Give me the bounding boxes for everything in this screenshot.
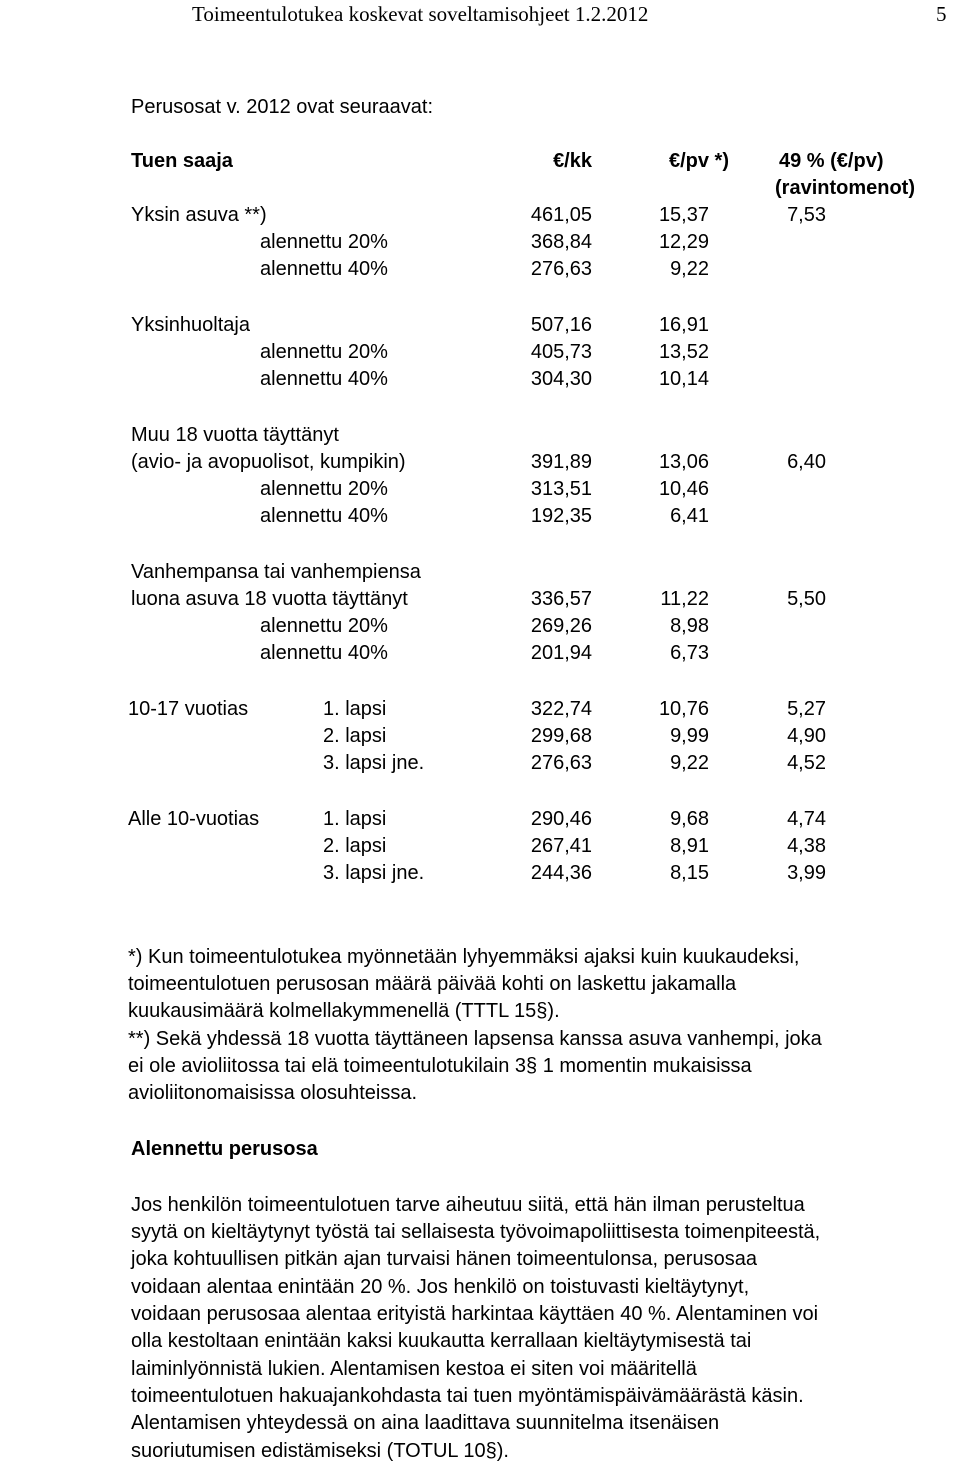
paragraph-line: Alentamisen yhteydessä on aina laadittava suunnitelma itsenäisen bbox=[131, 1412, 720, 1434]
document-header-title: Toimeentulotukea koskevat soveltamisohjeet 1.2.2012 bbox=[192, 2, 649, 26]
footnote-line: **) Sekä yhdessä 18 vuotta täyttäneen lapsensa kanssa asuva vanhempi, joka bbox=[128, 1028, 822, 1050]
cell-kk: 304,30 bbox=[530, 368, 592, 390]
page-number: 5 bbox=[936, 2, 947, 26]
paragraph-line: voidaan perusosaa alentaa erityistä harkintaa käyttäen 40 %. Alentaminen voi bbox=[131, 1303, 819, 1325]
footnote-line: *) Kun toimeentulotukea myönnetään lyhyemmäksi ajaksi kuin kuukaudeksi, bbox=[128, 946, 800, 968]
group-label: Yksinhuoltaja bbox=[131, 314, 250, 336]
cell-pv: 8,98 bbox=[670, 615, 709, 637]
cell-pv: 8,15 bbox=[670, 862, 709, 884]
cell-pv: 11,22 bbox=[660, 588, 709, 610]
cell-kk: 201,94 bbox=[530, 642, 592, 664]
cell-pv: 8,91 bbox=[670, 835, 709, 857]
group-label: Vanhempansa tai vanhempiensa bbox=[131, 561, 421, 583]
cell-pv: 12,29 bbox=[658, 231, 709, 253]
paragraph-line: olla kestoltaan enintään kaksi kuukautta kerrallaan kieltäytymisestä tai bbox=[131, 1330, 752, 1352]
row-label: alennettu 40% bbox=[260, 505, 388, 527]
paragraph-line: voidaan alentaa enintään 20 %. Jos henkilö on toistuvasti kieltäytynyt, bbox=[131, 1276, 750, 1298]
cell-food: 5,50 bbox=[787, 588, 826, 610]
child-label: 3. lapsi jne. bbox=[323, 752, 425, 774]
cell-kk: 336,57 bbox=[530, 588, 592, 610]
footnote-line: kuukausimäärä kolmellakymmenellä (TTTL 15§). bbox=[128, 1000, 560, 1022]
row-label: alennettu 20% bbox=[260, 341, 388, 363]
cell-pv: 10,14 bbox=[658, 368, 709, 390]
cell-kk: 267,41 bbox=[530, 835, 592, 857]
group-label: (avio- ja avopuolisot, kumpikin) bbox=[131, 451, 406, 473]
cell-pv: 13,06 bbox=[658, 451, 709, 473]
cell-food: 6,40 bbox=[787, 451, 826, 473]
child-label: 2. lapsi bbox=[323, 725, 387, 747]
child-label: 2. lapsi bbox=[323, 835, 387, 857]
header-per-month: €/kk bbox=[553, 150, 592, 172]
cell-food: 4,38 bbox=[787, 835, 826, 857]
cell-kk: 368,84 bbox=[530, 231, 592, 253]
cell-food: 4,52 bbox=[787, 752, 826, 774]
child-label: 1. lapsi bbox=[323, 808, 387, 830]
footnote-line: toimeentulotuen perusosan määrä päivää kohti on laskettu jakamalla bbox=[128, 973, 737, 995]
cell-pv: 9,22 bbox=[670, 752, 709, 774]
cell-kk: 322,74 bbox=[530, 698, 592, 720]
cell-kk: 276,63 bbox=[530, 258, 592, 280]
group-label: luona asuva 18 vuotta täyttänyt bbox=[131, 588, 408, 610]
cell-kk: 313,51 bbox=[530, 478, 592, 500]
cell-kk: 244,36 bbox=[530, 862, 592, 884]
group-label: Muu 18 vuotta täyttänyt bbox=[131, 424, 339, 446]
cell-kk: 391,89 bbox=[530, 451, 592, 473]
cell-food: 4,90 bbox=[787, 725, 826, 747]
footnote-line: avioliitonomaisissa olosuhteissa. bbox=[128, 1082, 418, 1104]
header-food-share: 49 % (€/pv) bbox=[779, 150, 884, 172]
cell-kk: 269,26 bbox=[530, 615, 592, 637]
row-label: alennettu 40% bbox=[260, 368, 388, 390]
cell-pv: 6,41 bbox=[670, 505, 709, 527]
cell-food: 3,99 bbox=[787, 862, 826, 884]
cell-pv: 13,52 bbox=[658, 341, 709, 363]
kids-group-label: 10-17 vuotias bbox=[128, 698, 249, 720]
cell-pv: 10,46 bbox=[658, 478, 709, 500]
child-label: 1. lapsi bbox=[323, 698, 387, 720]
cell-kk: 507,16 bbox=[530, 314, 592, 336]
cell-food: 5,27 bbox=[787, 698, 826, 720]
cell-kk: 192,35 bbox=[530, 505, 592, 527]
kids-group-label: Alle 10-vuotias bbox=[128, 808, 260, 830]
cell-kk: 405,73 bbox=[530, 341, 592, 363]
row-label: alennettu 40% bbox=[260, 642, 388, 664]
paragraph-line: joka kohtuullisen pitkän ajan turvaisi hänen toimeentulonsa, perusosaa bbox=[131, 1248, 757, 1270]
paragraph-line: laiminlyönnistä lukien. Alentamisen kestoa ei siten voi määritellä bbox=[131, 1358, 697, 1380]
footnote-line: ei ole avioliitossa tai elä toimeentulotukilain 3§ 1 momentin mukaisissa bbox=[128, 1055, 752, 1077]
row-label: alennettu 20% bbox=[260, 478, 388, 500]
cell-kk: 276,63 bbox=[530, 752, 592, 774]
cell-kk: 299,68 bbox=[530, 725, 592, 747]
row-label: alennettu 20% bbox=[260, 231, 388, 253]
cell-pv: 9,68 bbox=[670, 808, 709, 830]
cell-kk: 290,46 bbox=[530, 808, 592, 830]
child-label: 3. lapsi jne. bbox=[323, 862, 425, 884]
cell-pv: 15,37 bbox=[658, 204, 709, 226]
cell-pv: 6,73 bbox=[670, 642, 709, 664]
row-label: alennettu 40% bbox=[260, 258, 388, 280]
header-recipient: Tuen saaja bbox=[131, 150, 233, 172]
paragraph-line: Jos henkilön toimeentulotuen tarve aiheutuu siitä, että hän ilman perusteltua bbox=[131, 1194, 805, 1216]
header-per-day: €/pv *) bbox=[668, 150, 729, 172]
group-label: Yksin asuva **) bbox=[131, 204, 267, 226]
row-label: alennettu 20% bbox=[260, 615, 388, 637]
paragraph-line: syytä on kieltäytynyt työstä tai sellaisesta työvoimapoliittisesta toimenpiteestä, bbox=[131, 1221, 821, 1243]
section-heading: Alennettu perusosa bbox=[131, 1138, 318, 1160]
paragraph-line: suoriutumisen edistämiseksi (TOTUL 10§). bbox=[131, 1440, 509, 1462]
cell-pv: 10,76 bbox=[658, 698, 709, 720]
cell-food: 4,74 bbox=[787, 808, 826, 830]
intro-text: Perusosat v. 2012 ovat seuraavat: bbox=[131, 96, 434, 118]
cell-kk: 461,05 bbox=[530, 204, 592, 226]
cell-pv: 9,99 bbox=[670, 725, 709, 747]
header-food-share-sub: (ravintomenot) bbox=[775, 177, 915, 199]
paragraph-line: toimeentulotuen hakuajankohdasta tai tuen myöntämispäivämäärästä käsin. bbox=[131, 1385, 804, 1407]
cell-food: 7,53 bbox=[787, 204, 826, 226]
cell-pv: 9,22 bbox=[670, 258, 709, 280]
cell-pv: 16,91 bbox=[658, 314, 709, 336]
